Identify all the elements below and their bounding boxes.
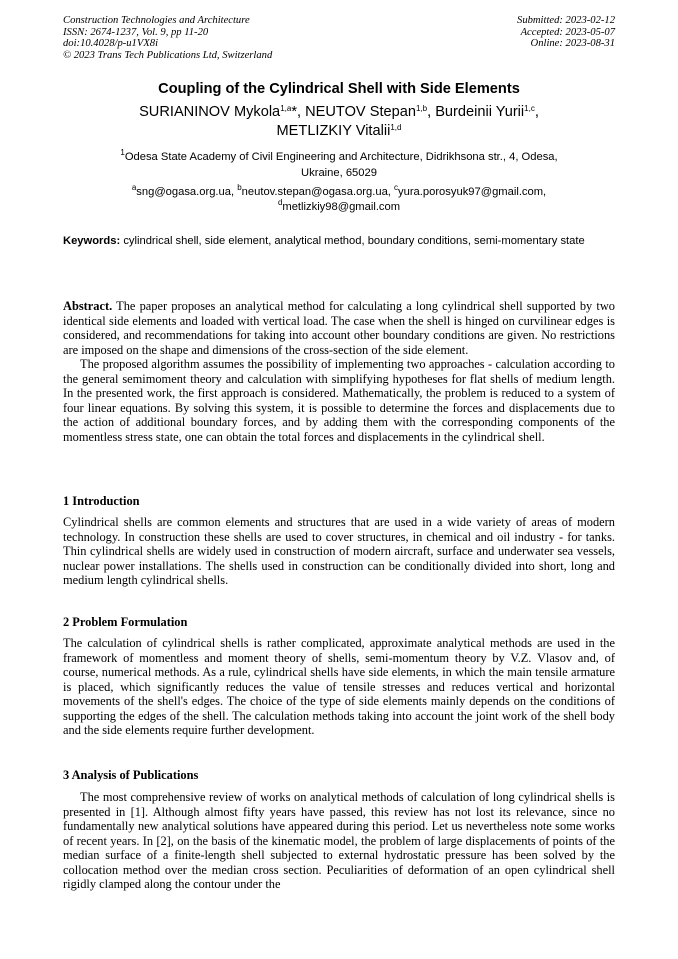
author-emails — [63, 185, 615, 215]
author-sup: 1,c — [524, 104, 535, 113]
affiliation-line-2: Ukraine, 65029 — [301, 166, 377, 179]
author-sup: 1,d — [390, 123, 402, 132]
author-name: Burdeinii Yurii — [435, 104, 525, 120]
section-heading-analysis: 3 Analysis of Publications — [63, 768, 199, 782]
author-sup: 1,a — [280, 104, 292, 113]
paper-title: Coupling of the Cylindrical Shell with Side Elements — [158, 81, 520, 97]
section-heading-introduction: 1 Introduction — [63, 494, 140, 508]
email-sup: d — [277, 198, 283, 207]
section-heading-problem-formulation: 2 Problem Formulation — [63, 615, 188, 629]
journal-header-right — [517, 15, 615, 50]
abstract-paragraph-1 — [63, 299, 615, 357]
author-name: SURIANINOV Mykola — [139, 104, 281, 120]
submitted-date: Submitted: 2023-02-12 — [517, 15, 615, 26]
introduction-paragraph: Cylindrical shells are common elements and structures that are used in a wide variety of areas of modern technology. In construction these shells are used to cover structures, in chemical and oil industry - for tanks. Thin cylindrical shells are widely used in construction of modern aircraft, surface and underwater sea vessels, nuclear power installations. The shells used in construction can be conditionally divided into short, long and medium length cylindrical shells. — [63, 515, 615, 587]
abstract-paragraph-2: The proposed algorithm assumes the possibility of implementing two approaches - calculation according to the general semimoment theory and calculation with simplifying hypotheses for flat shells of medium length. In the presented work, the first approach is considered. Mathematically, the problem is reduced to a system of four linear equations. By solving this system, it is possible to determine the forces and displacements due to the action of additional boundary forces, and by adding them with the corresponding components of the momentless stress state, one can obtain the total forces and displacements in the cylindrical shell. — [63, 357, 615, 444]
journal-doi[interactable]: doi:10.4028/p-u1VX8i — [63, 38, 159, 50]
email-sup: a — [131, 183, 137, 192]
affiliation — [63, 150, 615, 181]
analysis-paragraph: The most comprehensive review of works on analytical methods of calculation of long cylindrical shells is presented in [1]. Although almost fifty years have passed, this review has not lost its relevance, since no fundamentally new analytical solutions have appeared during this period. Let us nevertheless note some works of recent years. In [2], on the basis of the kinematic model, the problem of large displacements of points of the median surface of a finite-length shell subjected to external hydrostatic pressure has been solved by the collocation method over the median cross section. Peculiarities of deformation of an open cylindrical shell rigidly clamped along the contour under the — [63, 790, 615, 891]
author-sep: , — [427, 104, 436, 120]
keywords-text: cylindrical shell, side element, analytical method, boundary conditions, semi-momentary state — [123, 235, 585, 247]
email-b[interactable]: neutov.stepan@ogasa.org.ua, — [241, 186, 391, 198]
author-sep: , — [534, 104, 539, 120]
author-name: NEUTOV Stepan — [305, 104, 416, 120]
section-text-analysis — [63, 790, 615, 892]
journal-header-left — [63, 15, 272, 61]
keywords-label: Keywords: — [63, 235, 121, 247]
accepted-date: Accepted: 2023-05-07 — [520, 26, 615, 38]
author-sup: 1,b — [415, 104, 428, 113]
keywords — [63, 234, 615, 250]
abstract-label: Abstract. — [63, 299, 113, 313]
email-sup: b — [237, 183, 242, 192]
author-sep: *, — [291, 104, 306, 120]
email-d[interactable]: metlizkiy98@gmail.com — [282, 201, 401, 213]
problem-formulation-paragraph: The calculation of cylindrical shells is rather complicated, approximate analytical methods are used in the framework of momentless and moment theory of shells, semi-momentum theory by V.Z. Vlasov and, of course, numerical methods. As a rule, cylindrical shells have side elements, in which the main tensile armature is placed, which significantly reduces the value of tensile stresses and reduces vertical and horizontal movements of the shell's edges. The choice of the type of side elements mainly depends on the conditions of supporting the edges of the shell. The calculation methods taking into account the joint work of the shell body and the side elements require further development. — [63, 636, 615, 737]
affiliation-line-1: Odesa State Academy of Civil Engineering and Architecture, Didrikhsona str., 4, Odesa, — [124, 151, 558, 163]
abstract-text-1: The paper proposes an analytical method for calculating a long cylindrical shell supported by two identical side elements and loaded with vertical load. The case when the shell is hinged on curvilinear edges is considered, and recommendations for taking into account other boundary conditions are given. No restrictions are imposed on the shape and dimensions of the cross-section of the side element. — [63, 299, 615, 357]
abstract — [63, 299, 615, 444]
journal-issn: ISSN: 2674-1237, Vol. 9, pp 11-20 — [63, 26, 209, 38]
email-a[interactable]: sng@ogasa.org.ua, — [136, 186, 235, 198]
author-list — [63, 103, 615, 141]
journal-copyright: © 2023 Trans Tech Publications Ltd, Switzerland — [63, 49, 273, 61]
email-c[interactable]: yura.porosyuk97@gmail.com, — [398, 186, 547, 198]
affiliation-sup: 1 — [120, 148, 125, 157]
journal-name: Construction Technologies and Architecture — [63, 15, 250, 26]
section-text-introduction — [63, 515, 615, 588]
email-sup: c — [394, 183, 399, 192]
section-text-problem-formulation — [63, 636, 615, 738]
online-date: Online: 2023-08-31 — [530, 38, 615, 50]
author-name: METLIZKIY Vitalii — [276, 123, 391, 139]
